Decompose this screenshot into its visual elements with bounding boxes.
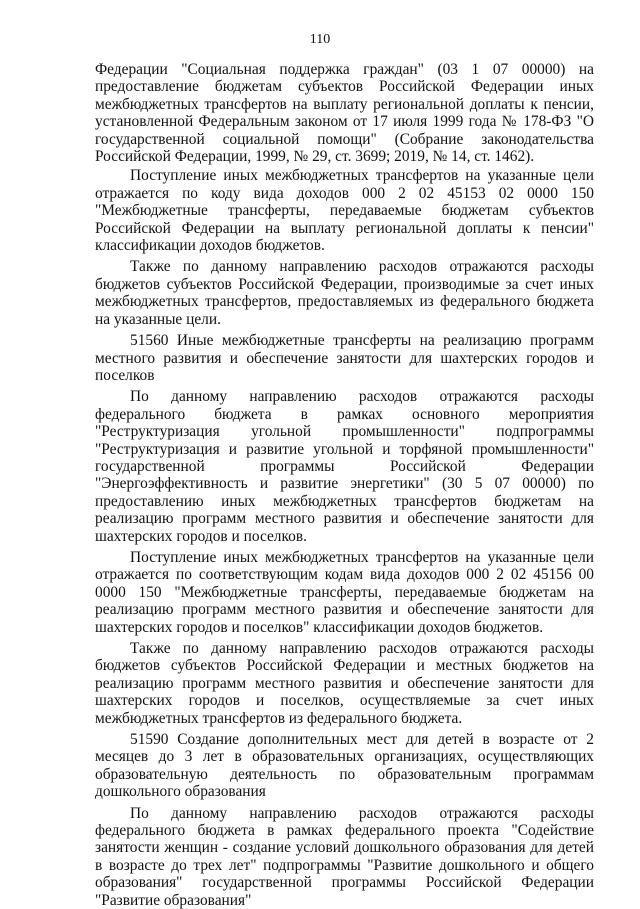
paragraph-income-code-45156: Поступление иных межбюджетных трансфертов на указанные цели отражается по соответствующим кодам вида доходов 000 2 02 45156 00 0000 150 "Межбюджетные трансферты, передаваемые бюджетам на реализацию программ местного развития и обеспечение занятости для шахтерских городов и поселков" классификации доходов бюджетов. [95,548,594,636]
paragraph-51560-federal: По данному направлению расходов отражаются расходы федерального бюджета в рамках основного мероприятия "Реструктуризация угольной промышленности" подпрограммы "Реструктуризация и развитие угольной и торфяной промышленности" государственной программы Российской Федерации "Энергоэффективность и развитие энергетики" (30 5 07 00000) по предоставлению иных межбюджетных трансфертов бюджетам на реализацию программ местного развития и обеспечение занятости для шахтерских городов и поселков. [95,388,594,545]
section-heading-51560: 51560 Иные межбюджетные трансферты на реализацию программ местного развития и обеспечение занятости для шахтерских городов и поселков [95,332,594,384]
paragraph-51560-regional: Также по данному направлению расходов отражаются расходы бюджетов субъектов Российской Федерации и местных бюджетов на реализацию программ местного развития и обеспечение занятости для шахтерских городов и поселков, осуществляемые за счет иных межбюджетных трансфертов из федерального бюджета. [95,640,594,727]
document-body [95,61,594,909]
section-heading-51590: 51590 Создание дополнительных мест для детей в возрасте от 2 месяцев до 3 лет в образовательных организациях, осуществляющих образовательную деятельность по образовательным программам дошкольного образования [95,731,594,801]
paragraph-regional-expenses: Также по данному направлению расходов отражаются расходы бюджетов субъектов Российской Федерации, производимые за счет иных межбюджетных трансфертов, предоставляемых из федерального бюджета на указанные цели. [95,258,594,328]
paragraph-51590-federal: По данному направлению расходов отражаются расходы федерального бюджета в рамках федерального проекта "Содействие занятости женщин - создание условий дошкольного образования для детей в возрасте до трех лет" подпрограммы "Развитие дошкольного и общего образования" государственной программы Российской Федерации "Развитие образования" [95,804,594,909]
page-number: 110 [309,32,331,47]
paragraph-income-code-45153: Поступление иных межбюджетных трансфертов на указанные цели отражается по коду вида доходов 000 2 02 45153 02 0000 150 "Межбюджетные трансферты, передаваемые бюджетам субъектов Российской Федерации на выплату региональной доплаты к пенсии" классификации доходов бюджетов. [95,167,594,255]
paragraph-continuation: Федерации "Социальная поддержка граждан" (03 1 07 00000) на предоставление бюджетам субъектов Российской Федерации иных межбюджетных трансфертов на выплату региональной доплаты к пенсии, установленной Федеральным законом от 17 июля 1999 года № 178-ФЗ "О государственной социальной помощи" (Собрание законодательства Российской Федерации, 1999, № 29, ст. 3699; 2019, № 14, ст. 1462). [95,61,594,166]
